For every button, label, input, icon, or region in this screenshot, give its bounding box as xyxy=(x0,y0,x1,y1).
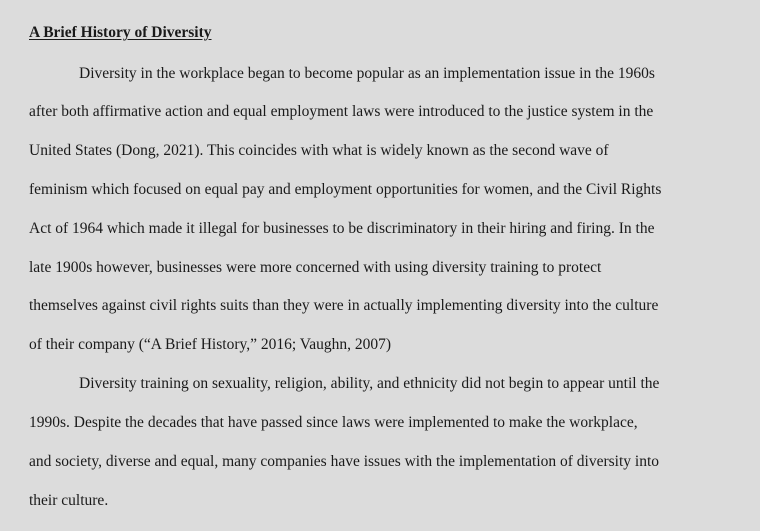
paragraph-2-line-3: and society, diverse and equal, many companies have issues with the implementation of diversity into xyxy=(29,453,660,470)
paragraph-1-line-1: Diversity in the workplace began to become popular as an implementation issue in the 1960s xyxy=(79,65,655,82)
paragraph-1-line-2: after both affirmative action and equal employment laws were introduced to the justice system in the xyxy=(29,103,654,120)
paragraph-2-line-2: 1990s. Despite the decades that have passed since laws were implemented to make the workplace, xyxy=(29,414,638,431)
paragraph-2-line-1: Diversity training on sexuality, religion, ability, and ethnicity did not begin to appear until the xyxy=(79,375,660,392)
paragraph-1-line-3: United States (Dong, 2021). This coincides with what is widely known as the second wave of xyxy=(29,142,609,159)
paragraph-1-line-6: late 1900s however, businesses were more concerned with using diversity training to protect xyxy=(29,259,602,276)
paragraph-1-line-4: feminism which focused on equal pay and employment opportunities for women, and the Civil Rights xyxy=(29,181,662,198)
paragraph-1-line-5: Act of 1964 which made it illegal for businesses to be discriminatory in their hiring and firing. In the xyxy=(29,220,655,237)
paragraph-1-line-8: of their company (“A Brief History,” 2016; Vaughn, 2007) xyxy=(29,336,392,353)
paragraph-2-line-4: their culture. xyxy=(29,492,109,509)
section-heading: A Brief History of Diversity xyxy=(29,24,212,41)
paragraph-1-line-7: themselves against civil rights suits than they were in actually implementing diversity into the culture xyxy=(29,297,659,314)
